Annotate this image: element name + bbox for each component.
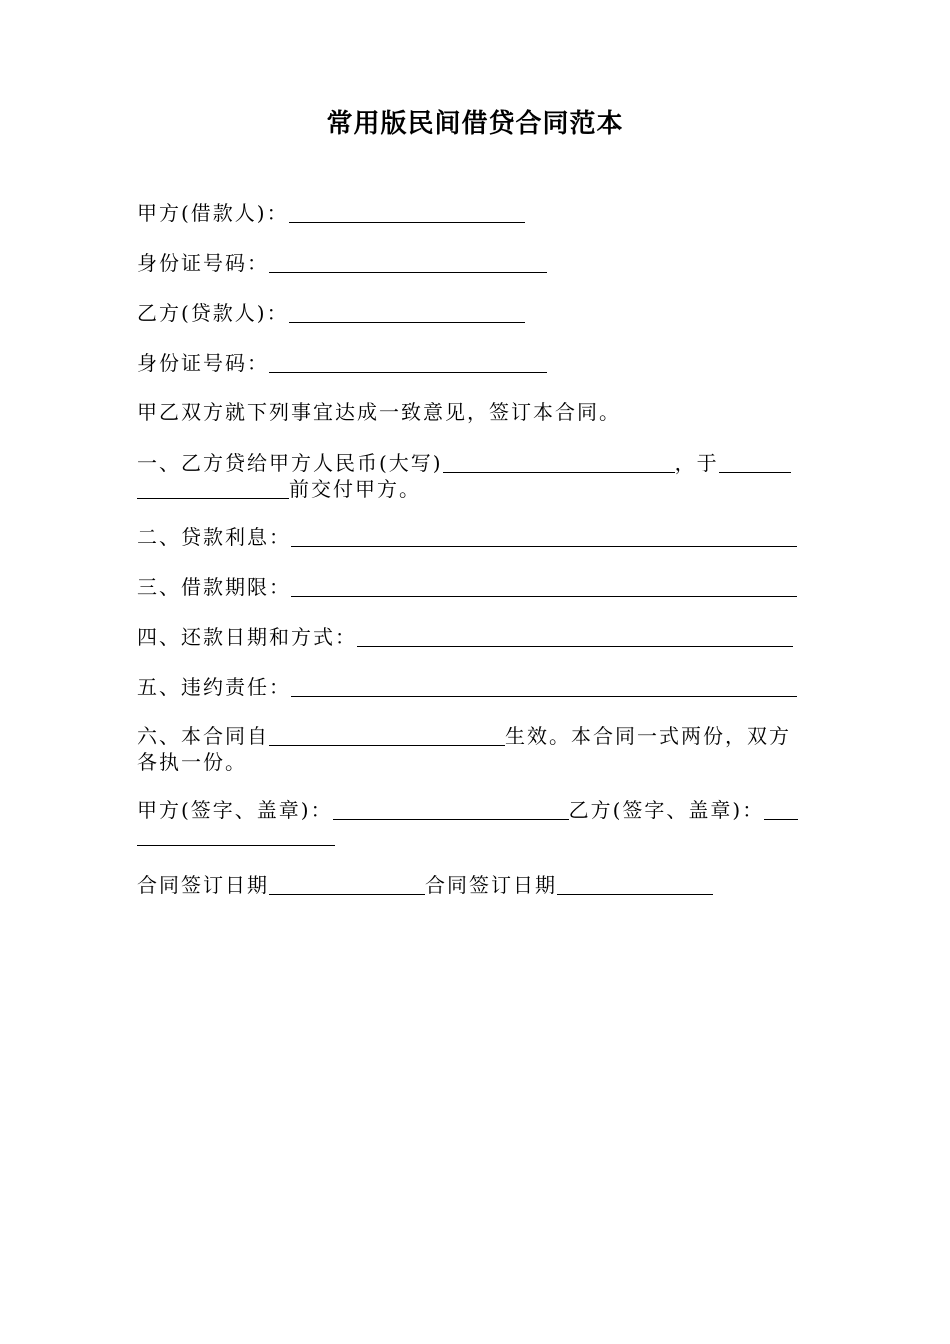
liability-blank[interactable] — [291, 676, 797, 697]
sign-a-blank[interactable] — [333, 799, 569, 820]
date-b-label: 合同签订日期 — [425, 873, 557, 897]
party-a-id-blank[interactable] — [269, 252, 547, 273]
date-a-blank[interactable] — [269, 874, 425, 895]
clause-6-suffix: 生效。本合同一式两份，双方 — [505, 724, 791, 748]
clause-1-mid: ，于 — [674, 451, 719, 475]
signature-line — [137, 797, 798, 823]
party-b-line — [137, 300, 525, 326]
clause-4-label: 四、还款日期和方式： — [137, 625, 357, 649]
sign-date-line — [137, 872, 713, 898]
date-b-blank[interactable] — [557, 874, 713, 895]
clause-2-label: 二、贷款利息： — [137, 525, 291, 549]
clause-5-label: 五、违约责任： — [137, 675, 291, 699]
clause-1-line — [137, 450, 791, 476]
clause-3-label: 三、借款期限： — [137, 575, 291, 599]
delivery-date-blank-part1[interactable] — [719, 452, 791, 473]
party-a-label: 甲方(借款人)： — [137, 201, 289, 225]
party-b-id-blank[interactable] — [269, 352, 547, 373]
sign-b-blank-part1[interactable] — [764, 799, 798, 820]
loan-interest-blank[interactable] — [291, 526, 797, 547]
loan-term-blank[interactable] — [291, 576, 797, 597]
party-b-label: 乙方(贷款人)： — [137, 301, 289, 325]
clause-4-line — [137, 624, 793, 650]
clause-6-line — [137, 723, 791, 749]
clause-2-line — [137, 524, 797, 550]
party-a-line — [137, 200, 525, 226]
clause-3-line — [137, 574, 797, 600]
effective-date-blank[interactable] — [269, 725, 505, 746]
signature-cont-line — [137, 823, 335, 849]
delivery-date-blank-part2[interactable] — [137, 478, 289, 499]
party-b-id-line — [137, 350, 547, 376]
party-a-id-line — [137, 250, 547, 276]
party-a-name-blank[interactable] — [289, 202, 525, 223]
clause-6-cont: 各执一份。 — [137, 750, 247, 774]
repayment-method-blank[interactable] — [357, 626, 793, 647]
document-title: 常用版民间借贷合同范本 — [326, 109, 624, 139]
sign-a-label: 甲方(签字、盖章)： — [137, 798, 333, 822]
sign-b-label: 乙方(签字、盖章)： — [568, 798, 765, 822]
clause-1-suffix: 前交付甲方。 — [289, 477, 421, 501]
clause-6-prefix: 六、本合同自 — [137, 724, 269, 748]
party-b-name-blank[interactable] — [289, 302, 525, 323]
sign-b-blank-part2[interactable] — [137, 825, 335, 846]
clause-1-prefix: 一、乙方贷给甲方人民币(大写) — [137, 451, 443, 475]
agreement-intro: 甲乙双方就下列事宜达成一致意见，签订本合同。 — [137, 400, 621, 424]
clause-1-cont-line — [137, 476, 421, 502]
loan-amount-blank[interactable] — [443, 452, 675, 473]
clause-5-line — [137, 674, 797, 700]
party-b-id-label: 身份证号码： — [137, 351, 269, 375]
party-a-id-label: 身份证号码： — [137, 251, 269, 275]
date-a-label: 合同签订日期 — [137, 873, 269, 897]
